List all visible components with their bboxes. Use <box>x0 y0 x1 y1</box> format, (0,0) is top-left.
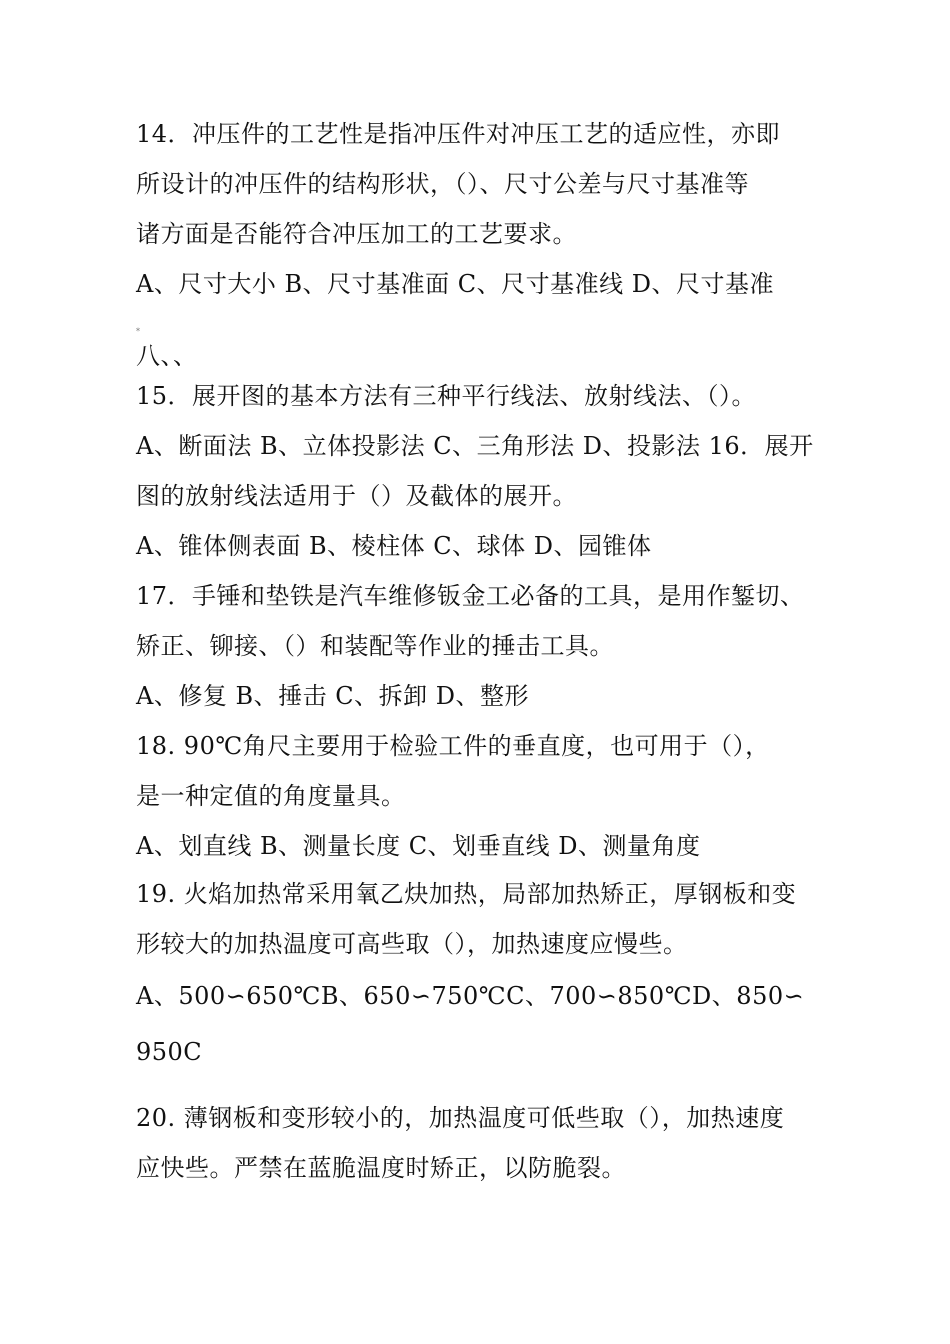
q14-line-3: 诸方面是否能符合冲压加工的工艺要求。 <box>136 220 577 248</box>
q16-options: A、锥体侧表面 B、棱柱体 C、球体 D、园锥体 <box>136 532 652 560</box>
q20-line-1: 20. 薄钢板和变形较小的，加热温度可低些取（），加热速度 <box>136 1104 785 1132</box>
q15-options: A、断面法 B、立体投影法 C、三角形法 D、投影法 16．展开 <box>136 432 814 460</box>
q19-line-2: 形较大的加热温度可高些取（），加热速度应慢些。 <box>136 930 688 958</box>
q14-options: A、尺寸大小 B、尺寸基准面 C、尺寸基准线 D、尺寸基准 <box>136 270 774 298</box>
q14-options-cont: 八、、 <box>136 342 198 370</box>
stray-mark: * <box>136 327 140 336</box>
q15-line-1: 15．展开图的基本方法有三种平行线法、放射线法、（）。 <box>136 382 757 410</box>
q17-line-2: 矫正、铆接、（）和装配等作业的捶击工具。 <box>136 632 614 660</box>
q17-options: A、修复 B、捶击 C、拆卸 D、整形 <box>136 682 529 710</box>
q19-options: A、500∽650℃B、650∽750℃C、700∽850℃D、850∽ <box>136 982 805 1010</box>
q14-line-2: 所设计的冲压件的结构形状，（）、尺寸公差与尺寸基准等 <box>136 170 749 198</box>
q20-line-2: 应快些。严禁在蓝脆温度时矫正，以防脆裂。 <box>136 1154 626 1182</box>
q14-line-1: 14．冲压件的工艺性是指冲压件对冲压工艺的适应性，亦即 <box>136 120 781 148</box>
q16-line-1: 图的放射线法适用于（）及截体的展开。 <box>136 482 577 510</box>
q19-options-cont: 950C <box>136 1038 203 1066</box>
q18-options: A、划直线 B、测量长度 C、划垂直线 D、测量角度 <box>136 832 701 860</box>
q19-line-1: 19. 火焰加热常采用氧乙炔加热，局部加热矫正，厚钢板和变 <box>136 880 797 908</box>
q18-line-2: 是一种定值的角度量具。 <box>136 782 406 810</box>
q17-line-1: 17．手锤和垫铁是汽车维修钣金工必备的工具，是用作錾切、 <box>136 582 805 610</box>
q18-line-1: 18. 90℃角尺主要用于检验工件的垂直度，也可用于（）， <box>136 732 770 760</box>
